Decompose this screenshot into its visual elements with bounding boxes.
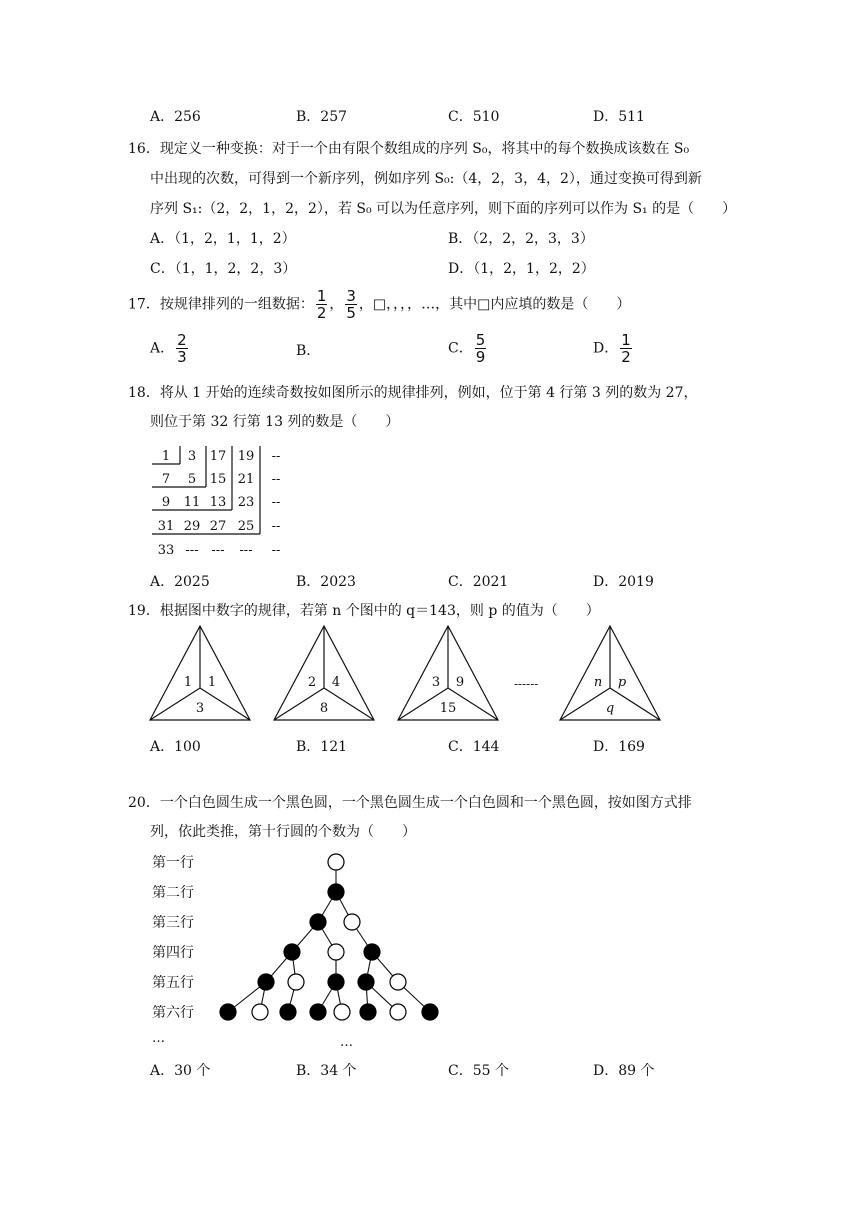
q18-text-line-2: 则位于第 32 行第 13 列的数是（ ） — [150, 414, 400, 430]
black-circle — [280, 1004, 296, 1020]
q18-option-b[interactable]: B．2023 — [296, 574, 356, 590]
q17-option-c[interactable] — [448, 332, 488, 365]
q19-text: 19．根据图中数字的规律，若第 n 个图中的 q＝143，则 p 的值为（ ） — [128, 603, 600, 619]
fraction-numerator: 5 — [475, 331, 486, 349]
grid-cell: 27 — [209, 519, 227, 534]
q19-option-b[interactable]: B．121 — [296, 739, 348, 755]
grid-cell: -- — [271, 519, 281, 534]
q16-text-line-3: 序列 S₁:（2，2，1，2，2），若 S₀ 可以为任意序列，则下面的序列可以作为 S₁ 的是（ ） — [150, 201, 737, 217]
black-circle — [310, 914, 326, 930]
triangle-divider — [324, 688, 374, 720]
odd-number-grid-figure — [148, 442, 298, 560]
fraction-numerator: 1 — [316, 287, 327, 305]
tree-ellipsis: … — [340, 1035, 353, 1050]
fraction-numerator: 1 — [621, 331, 631, 349]
grid-cell: 13 — [209, 495, 227, 510]
white-circle — [288, 974, 304, 990]
grid-cell: 25 — [237, 519, 255, 534]
row-label: 第一行 — [152, 855, 194, 871]
grid-cell: 17 — [209, 449, 227, 464]
q18-option-c[interactable]: C．2021 — [448, 574, 509, 590]
grid-cell: --- — [185, 543, 199, 558]
triangle-divider — [200, 688, 250, 720]
triangle-number-c: q — [605, 701, 615, 716]
grid-cell: --- — [211, 543, 225, 558]
q17-option-a[interactable] — [150, 332, 190, 365]
white-circle — [328, 944, 344, 960]
grid-cell: 31 — [157, 519, 175, 534]
fraction-denominator: 5 — [346, 304, 356, 322]
triangle-divider — [150, 688, 200, 720]
triangle-number-b: 4 — [331, 675, 341, 690]
white-circle — [328, 854, 344, 870]
fraction-denominator: 9 — [475, 348, 486, 366]
q19-option-a[interactable]: A．100 — [150, 739, 201, 755]
q17-fraction-2 — [345, 288, 357, 321]
q17-question: 17．按规律排列的一组数据： $\frac{1}{2}$ ， $\frac{3}{5}$ ，□，，，，…，其中□内应填的数是（ ） — [128, 287, 631, 322]
grid-cell: 9 — [161, 495, 171, 510]
q17-fraction-1 — [316, 288, 328, 321]
grid-cell: -- — [271, 472, 281, 487]
black-circle — [284, 944, 300, 960]
q17-option-d[interactable] — [593, 332, 634, 365]
row-label: 第四行 — [152, 945, 194, 961]
triangle-number-b: p — [617, 675, 627, 690]
row-label: 第六行 — [152, 1005, 194, 1021]
q15-option-b[interactable]: B．257 — [296, 109, 348, 125]
q19-option-c[interactable]: C．144 — [448, 739, 500, 755]
option-fraction — [620, 332, 632, 365]
grid-cell: 5 — [187, 472, 197, 487]
row-label: 第二行 — [152, 885, 194, 901]
q15-option-d[interactable]: D．511 — [593, 109, 645, 125]
grid-cell: 23 — [237, 495, 255, 510]
q20-option-a[interactable]: A．30 个 — [150, 1063, 211, 1079]
grid-cell: -- — [271, 543, 281, 558]
q15-option-c[interactable]: C．510 — [448, 109, 500, 125]
q18-option-d[interactable]: D．2019 — [593, 574, 654, 590]
triangle-number-c: 15 — [439, 701, 457, 716]
triangle-number-a: 1 — [183, 675, 193, 690]
black-circle — [358, 974, 374, 990]
triangle-number-a: n — [593, 675, 603, 690]
fraction-denominator: 3 — [177, 348, 187, 366]
triangle-number-c: 8 — [319, 701, 329, 716]
grid-cell: 21 — [237, 472, 255, 487]
white-circle — [390, 974, 406, 990]
grid-cell: 7 — [161, 472, 171, 487]
q20-option-b[interactable]: B．34 个 — [296, 1063, 357, 1079]
grid-cell: -- — [271, 449, 281, 464]
q20-text-line-1: 20．一个白色圆生成一个黑色圆，一个黑色圆生成一个白色圆和一个黑色圆，按如图方式排 — [128, 795, 692, 811]
q20-option-c[interactable]: C．55 个 — [448, 1063, 509, 1079]
q19-option-d[interactable]: D．169 — [593, 739, 645, 755]
fraction-numerator: 2 — [177, 331, 187, 349]
triangle-number-b: 9 — [455, 675, 465, 690]
black-circle — [328, 974, 344, 990]
row-ellipsis: … — [152, 1031, 165, 1046]
q16-text-line-2: 中出现的次数，可得到一个新序列，例如序列 S₀:（4，2，3，4，2），通过变换可得到新 — [150, 171, 702, 187]
row-label: 第三行 — [152, 915, 194, 931]
fraction-denominator: 2 — [621, 348, 631, 366]
black-circle — [364, 944, 380, 960]
black-circle — [310, 1004, 326, 1020]
q17-prefix: 17．按规律排列的一组数据： — [128, 296, 314, 313]
continuation-dashes: ------ — [514, 677, 539, 691]
option-label: B． — [296, 343, 321, 359]
grid-cell: --- — [239, 543, 253, 558]
grid-cell: 3 — [187, 449, 197, 464]
q20-text-line-2: 列，依此类推，第十行圆的个数为（ ） — [150, 824, 416, 840]
row-label: 第五行 — [152, 975, 194, 991]
triangle-divider — [560, 688, 610, 720]
option-label: A． — [150, 340, 175, 357]
option-fraction — [475, 332, 487, 365]
black-circle — [328, 884, 344, 900]
triangle-number-a: 2 — [307, 675, 317, 690]
black-circle — [422, 1004, 438, 1020]
white-circle — [334, 1004, 350, 1020]
grid-cell: 1 — [161, 449, 171, 464]
grid-cell: 29 — [183, 519, 201, 534]
q20-option-d[interactable]: D．89 个 — [593, 1063, 655, 1079]
triangle-number-b: 1 — [207, 675, 217, 690]
triangle-divider — [274, 688, 324, 720]
q16-option-b[interactable]: B．（2，2，2，3，3） — [448, 231, 594, 247]
option-label: D． — [593, 340, 619, 357]
triangle-number-a: 3 — [431, 675, 441, 690]
black-circle — [258, 974, 274, 990]
black-circle — [220, 1004, 236, 1020]
white-circle — [344, 914, 360, 930]
triangle-number-c: 3 — [195, 701, 205, 716]
q17-suffix: □，，，，…，其中□内应填的数是（ ） — [372, 296, 631, 313]
grid-cell: 11 — [183, 495, 201, 510]
q16-option-d[interactable]: D．（1，2，1，2，2） — [448, 261, 595, 277]
white-circle — [252, 1004, 268, 1020]
fraction-numerator: 3 — [346, 287, 356, 305]
q18-text-line-1: 18．将从 1 开始的连续奇数按如图所示的规律排列，例如，位于第 4 行第 3 列的数为 27， — [128, 385, 698, 401]
q17-option-b[interactable] — [296, 340, 320, 360]
q16-text-line-1: 16．现定义一种变换：对于一个由有限个数组成的序列 S₀，将其中的每个数换成该数在 S₀ — [128, 141, 690, 157]
grid-cell: 15 — [209, 472, 227, 487]
fraction-denominator: 2 — [316, 304, 327, 322]
grid-cell: 19 — [237, 449, 255, 464]
grid-cell: 33 — [157, 543, 175, 558]
option-label: C． — [448, 340, 473, 357]
black-circle — [360, 1004, 376, 1020]
option-fraction — [176, 332, 188, 365]
q15-option-a[interactable]: A．256 — [150, 109, 201, 125]
triangle-divider — [610, 688, 660, 720]
q18-option-a[interactable]: A．2025 — [150, 574, 210, 590]
q16-option-c[interactable]: C．（1，1，2，2，3） — [150, 261, 297, 277]
triangle-pattern-figure — [150, 622, 670, 726]
q16-option-a[interactable]: A．（1，2，1，1，2） — [150, 231, 296, 247]
grid-cell: -- — [271, 495, 281, 510]
circle-tree-figure — [148, 846, 448, 1052]
white-circle — [390, 1004, 406, 1020]
